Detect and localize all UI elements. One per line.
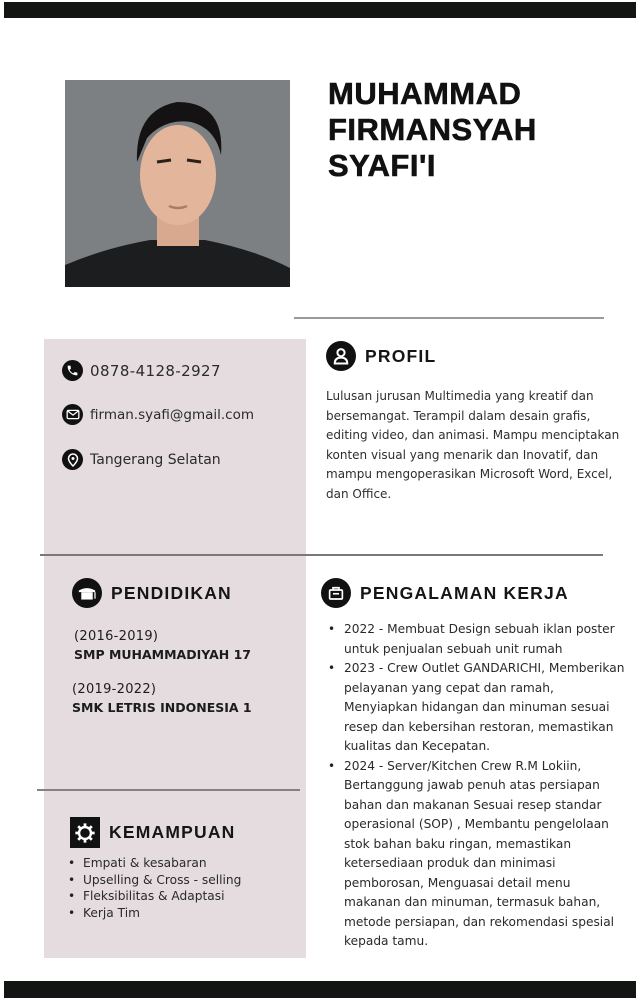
- profil-heading: PROFIL: [365, 345, 437, 366]
- skill-item: • Fleksibilitas & Adaptasi: [68, 888, 241, 905]
- mail-icon: [62, 404, 83, 425]
- bottom-decorative-bar: [4, 981, 636, 998]
- profil-description: Lulusan jurusan Multimedia yang kreatif dan bersemangat. Terampil dalam desain grafis, editing video, dan animasi. Mampu menciptakan konten visual yang menarik dan Inovatif, dan mampu mengoperasikan Microsoft Word, Excel, dan Office.: [326, 389, 620, 501]
- skill-item: • Kerja Tim: [68, 905, 241, 922]
- divider-top-right: [294, 317, 604, 319]
- skill-item: • Upselling & Cross - selling: [68, 872, 241, 889]
- section-title-kemampuan: [70, 817, 236, 848]
- section-title-profil: [326, 341, 436, 371]
- graduation-cap-icon: [72, 578, 102, 608]
- gear-icon: [70, 817, 100, 848]
- experience-item: • 2024 - Server/Kitchen Crew R.M Lokiin, Bertanggung jawab penuh atas persiapan bahan dan makanan Sesuai resep standar operasional (SOP) , Membantu pengelolaan stok bahan baku ringan, memastikan ketersediaan produk dan minimasi pemborosan, Menguasai detail menu makanan dan minuman, termasuk bahan, metode persiapan, dan rekomendasi spesial kepada tamu.: [327, 757, 627, 952]
- location-text: Tangerang Selatan: [90, 451, 221, 468]
- experience-list: [327, 620, 627, 952]
- top-decorative-bar: [4, 2, 636, 18]
- phone-number[interactable]: 0878-4128-2927: [90, 361, 221, 380]
- pendidikan-heading: PENDIDIKAN: [111, 582, 232, 603]
- portrait-image: [65, 80, 290, 287]
- education-entry: [72, 682, 252, 715]
- contact-location: [62, 449, 221, 470]
- education-school: SMP MUHAMMADIYAH 17: [74, 647, 251, 662]
- name-line-3: SYAFI'I: [328, 148, 436, 183]
- skills-list: [68, 855, 241, 921]
- phone-icon: [62, 360, 83, 381]
- contact-phone: [62, 360, 221, 381]
- profile-photo: [65, 80, 290, 287]
- section-title-pendidikan: [72, 578, 232, 608]
- name-line-2: FIRMANSYAH: [328, 112, 537, 147]
- education-years: (2019-2022): [72, 682, 157, 697]
- email-address[interactable]: firman.syafi@gmail.com: [90, 406, 255, 423]
- user-icon: [326, 341, 356, 371]
- education-school: SMK LETRIS INDONESIA 1: [72, 700, 252, 715]
- education-entry: [74, 629, 251, 662]
- experience-item: • 2022 - Membuat Design sebuah iklan poster untuk penjualan sebuah unit rumah: [327, 620, 627, 659]
- name-line-1: MUHAMMAD: [328, 76, 522, 111]
- pengalaman-heading: PENGALAMAN KERJA: [360, 582, 569, 603]
- briefcase-icon: [321, 578, 351, 608]
- education-years: (2016-2019): [74, 629, 159, 644]
- divider-sidebar-bottom: [37, 789, 300, 791]
- divider-middle: [40, 554, 603, 556]
- section-title-pengalaman: [321, 578, 569, 608]
- experience-item: • 2023 - Crew Outlet GANDARICHI, Memberikan pelayanan yang cepat dan ramah, Menyiapkan hidangan dan minuman sesuai resep dan kebersihan restoran, memastikan kualitas dan Kecepatan.: [327, 659, 627, 757]
- location-pin-icon: [62, 449, 83, 470]
- skill-item: • Empati & kesabaran: [68, 855, 241, 872]
- candidate-name: [328, 76, 628, 184]
- kemampuan-heading: KEMAMPUAN: [109, 822, 236, 842]
- contact-email: [62, 404, 254, 425]
